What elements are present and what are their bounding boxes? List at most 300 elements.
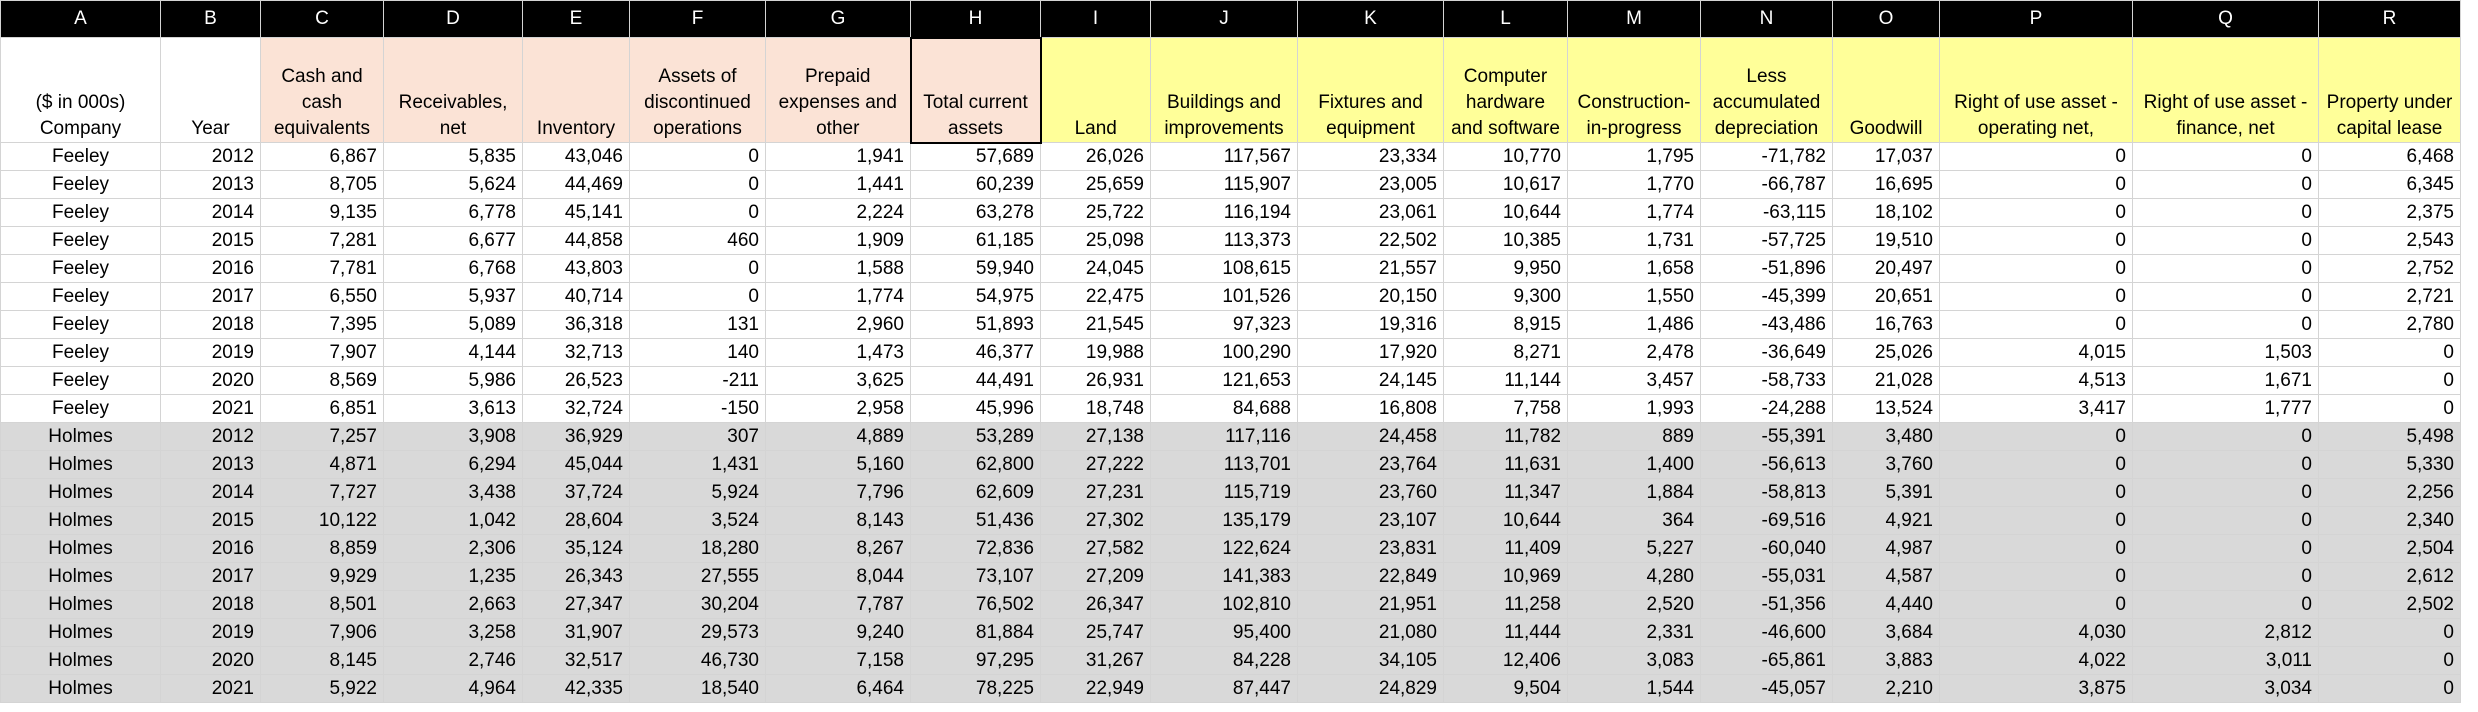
cell-d[interactable]: 3,908 [384,423,523,451]
cell-m[interactable]: 1,731 [1568,227,1701,255]
cell-h[interactable]: 72,836 [911,535,1041,563]
cell-e[interactable]: 44,858 [523,227,630,255]
cell-j[interactable]: 122,624 [1151,535,1298,563]
cell-e[interactable]: 40,714 [523,283,630,311]
cell-n[interactable]: -71,782 [1701,143,1833,171]
cell-q[interactable]: 0 [2133,479,2319,507]
column-letter-q[interactable]: Q [2133,1,2319,38]
company-cell[interactable]: Holmes [1,423,161,451]
cell-m[interactable]: 1,795 [1568,143,1701,171]
cell-m[interactable]: 1,550 [1568,283,1701,311]
cell-i[interactable]: 27,222 [1041,451,1151,479]
cell-m[interactable]: 1,658 [1568,255,1701,283]
year-cell[interactable]: 2020 [161,367,261,395]
cell-h[interactable]: 73,107 [911,563,1041,591]
cell-h[interactable]: 44,491 [911,367,1041,395]
cell-o[interactable]: 3,883 [1833,647,1940,675]
cell-k[interactable]: 21,080 [1298,619,1444,647]
year-cell[interactable]: 2015 [161,227,261,255]
cell-o[interactable]: 18,102 [1833,199,1940,227]
company-cell[interactable]: Holmes [1,647,161,675]
cell-n[interactable]: -58,733 [1701,367,1833,395]
cell-d[interactable]: 4,144 [384,339,523,367]
cell-q[interactable]: 1,671 [2133,367,2319,395]
cell-q[interactable]: 0 [2133,227,2319,255]
cell-m[interactable]: 4,280 [1568,563,1701,591]
cell-i[interactable]: 19,988 [1041,339,1151,367]
cell-m[interactable]: 1,400 [1568,451,1701,479]
cell-q[interactable]: 1,777 [2133,395,2319,423]
cell-r[interactable]: 6,345 [2319,171,2461,199]
cell-n[interactable]: -55,391 [1701,423,1833,451]
header-cell-c[interactable]: Cash and cash equivalents [261,38,384,143]
cell-h[interactable]: 61,185 [911,227,1041,255]
cell-q[interactable]: 0 [2133,283,2319,311]
cell-n[interactable]: -57,725 [1701,227,1833,255]
cell-o[interactable]: 3,480 [1833,423,1940,451]
cell-p[interactable]: 0 [1940,507,2133,535]
cell-l[interactable]: 10,617 [1444,171,1568,199]
cell-e[interactable]: 45,044 [523,451,630,479]
company-cell[interactable]: Holmes [1,535,161,563]
cell-l[interactable]: 8,915 [1444,311,1568,339]
company-cell[interactable]: Holmes [1,451,161,479]
cell-j[interactable]: 115,907 [1151,171,1298,199]
column-letter-p[interactable]: P [1940,1,2133,38]
cell-g[interactable]: 9,240 [766,619,911,647]
header-cell-m[interactable]: Construction-in-progress [1568,38,1701,143]
cell-h[interactable]: 97,295 [911,647,1041,675]
cell-h[interactable]: 46,377 [911,339,1041,367]
header-cell-q[interactable]: Right of use asset - finance, net [2133,38,2319,143]
cell-f[interactable]: 29,573 [630,619,766,647]
cell-j[interactable]: 115,719 [1151,479,1298,507]
cell-o[interactable]: 16,763 [1833,311,1940,339]
cell-g[interactable]: 7,796 [766,479,911,507]
cell-c[interactable]: 6,851 [261,395,384,423]
cell-d[interactable]: 3,258 [384,619,523,647]
cell-c[interactable]: 7,257 [261,423,384,451]
column-letter-k[interactable]: K [1298,1,1444,38]
cell-f[interactable]: 0 [630,283,766,311]
cell-k[interactable]: 22,849 [1298,563,1444,591]
year-cell[interactable]: 2014 [161,479,261,507]
cell-n[interactable]: -60,040 [1701,535,1833,563]
year-cell[interactable]: 2013 [161,451,261,479]
cell-e[interactable]: 43,046 [523,143,630,171]
cell-g[interactable]: 1,774 [766,283,911,311]
cell-l[interactable]: 12,406 [1444,647,1568,675]
cell-r[interactable]: 2,612 [2319,563,2461,591]
cell-m[interactable]: 889 [1568,423,1701,451]
cell-q[interactable]: 3,011 [2133,647,2319,675]
cell-n[interactable]: -46,600 [1701,619,1833,647]
cell-f[interactable]: 140 [630,339,766,367]
cell-r[interactable]: 0 [2319,647,2461,675]
cell-p[interactable]: 0 [1940,423,2133,451]
header-cell-k[interactable]: Fixtures and equipment [1298,38,1444,143]
cell-q[interactable]: 0 [2133,507,2319,535]
cell-r[interactable]: 2,752 [2319,255,2461,283]
cell-n[interactable]: -65,861 [1701,647,1833,675]
cell-j[interactable]: 84,228 [1151,647,1298,675]
cell-h[interactable]: 63,278 [911,199,1041,227]
cell-l[interactable]: 11,409 [1444,535,1568,563]
year-cell[interactable]: 2016 [161,535,261,563]
cell-k[interactable]: 22,502 [1298,227,1444,255]
cell-m[interactable]: 3,083 [1568,647,1701,675]
year-cell[interactable]: 2019 [161,619,261,647]
cell-i[interactable]: 25,659 [1041,171,1151,199]
cell-c[interactable]: 7,395 [261,311,384,339]
cell-o[interactable]: 5,391 [1833,479,1940,507]
cell-l[interactable]: 8,271 [1444,339,1568,367]
cell-p[interactable]: 0 [1940,199,2133,227]
company-cell[interactable]: Holmes [1,479,161,507]
cell-f[interactable]: 27,555 [630,563,766,591]
column-letter-l[interactable]: L [1444,1,1568,38]
cell-c[interactable]: 7,906 [261,619,384,647]
cell-f[interactable]: -211 [630,367,766,395]
column-letter-f[interactable]: F [630,1,766,38]
cell-q[interactable]: 0 [2133,451,2319,479]
cell-q[interactable]: 3,034 [2133,675,2319,703]
company-cell[interactable]: Feeley [1,395,161,423]
cell-g[interactable]: 6,464 [766,675,911,703]
cell-j[interactable]: 108,615 [1151,255,1298,283]
cell-o[interactable]: 4,587 [1833,563,1940,591]
header-cell-n[interactable]: Less accumulated depreciation [1701,38,1833,143]
cell-k[interactable]: 21,557 [1298,255,1444,283]
cell-i[interactable]: 22,949 [1041,675,1151,703]
cell-d[interactable]: 3,438 [384,479,523,507]
column-letter-o[interactable]: O [1833,1,1940,38]
cell-r[interactable]: 2,256 [2319,479,2461,507]
cell-o[interactable]: 3,684 [1833,619,1940,647]
cell-j[interactable]: 117,116 [1151,423,1298,451]
company-cell[interactable]: Holmes [1,563,161,591]
cell-g[interactable]: 5,160 [766,451,911,479]
cell-d[interactable]: 6,768 [384,255,523,283]
cell-h[interactable]: 53,289 [911,423,1041,451]
cell-k[interactable]: 21,951 [1298,591,1444,619]
year-cell[interactable]: 2018 [161,591,261,619]
cell-d[interactable]: 5,986 [384,367,523,395]
column-letter-n[interactable]: N [1701,1,1833,38]
cell-d[interactable]: 6,677 [384,227,523,255]
cell-l[interactable]: 9,504 [1444,675,1568,703]
cell-i[interactable]: 26,347 [1041,591,1151,619]
cell-c[interactable]: 7,781 [261,255,384,283]
cell-m[interactable]: 1,770 [1568,171,1701,199]
cell-h[interactable]: 76,502 [911,591,1041,619]
cell-h[interactable]: 81,884 [911,619,1041,647]
cell-m[interactable]: 5,227 [1568,535,1701,563]
cell-q[interactable]: 0 [2133,143,2319,171]
cell-c[interactable]: 8,859 [261,535,384,563]
cell-m[interactable]: 1,993 [1568,395,1701,423]
cell-l[interactable]: 9,950 [1444,255,1568,283]
cell-m[interactable]: 2,520 [1568,591,1701,619]
cell-i[interactable]: 24,045 [1041,255,1151,283]
header-cell-e[interactable]: Inventory [523,38,630,143]
cell-f[interactable]: 307 [630,423,766,451]
header-cell-j[interactable]: Buildings and improvements [1151,38,1298,143]
cell-k[interactable]: 23,831 [1298,535,1444,563]
company-cell[interactable]: Feeley [1,283,161,311]
cell-k[interactable]: 24,829 [1298,675,1444,703]
cell-c[interactable]: 8,145 [261,647,384,675]
cell-e[interactable]: 32,724 [523,395,630,423]
column-letter-c[interactable]: C [261,1,384,38]
company-cell[interactable]: Holmes [1,675,161,703]
year-cell[interactable]: 2017 [161,283,261,311]
cell-l[interactable]: 11,347 [1444,479,1568,507]
cell-k[interactable]: 24,458 [1298,423,1444,451]
cell-f[interactable]: 1,431 [630,451,766,479]
cell-k[interactable]: 23,005 [1298,171,1444,199]
year-cell[interactable]: 2018 [161,311,261,339]
cell-h[interactable]: 62,609 [911,479,1041,507]
cell-f[interactable]: 0 [630,199,766,227]
header-cell-a[interactable]: ($ in 000s) Company [1,38,161,143]
cell-c[interactable]: 9,135 [261,199,384,227]
year-cell[interactable]: 2020 [161,647,261,675]
column-letter-h[interactable]: H [911,1,1041,38]
cell-e[interactable]: 45,141 [523,199,630,227]
cell-n[interactable]: -45,057 [1701,675,1833,703]
cell-e[interactable]: 36,929 [523,423,630,451]
cell-p[interactable]: 0 [1940,451,2133,479]
cell-n[interactable]: -63,115 [1701,199,1833,227]
header-cell-o[interactable]: Goodwill [1833,38,1940,143]
cell-m[interactable]: 3,457 [1568,367,1701,395]
cell-i[interactable]: 26,026 [1041,143,1151,171]
cell-l[interactable]: 7,758 [1444,395,1568,423]
cell-d[interactable]: 1,235 [384,563,523,591]
cell-r[interactable]: 0 [2319,339,2461,367]
cell-j[interactable]: 95,400 [1151,619,1298,647]
cell-j[interactable]: 135,179 [1151,507,1298,535]
cell-j[interactable]: 102,810 [1151,591,1298,619]
cell-m[interactable]: 1,774 [1568,199,1701,227]
cell-g[interactable]: 1,941 [766,143,911,171]
cell-m[interactable]: 2,478 [1568,339,1701,367]
cell-d[interactable]: 5,089 [384,311,523,339]
cell-f[interactable]: 18,280 [630,535,766,563]
cell-o[interactable]: 13,524 [1833,395,1940,423]
cell-r[interactable]: 0 [2319,367,2461,395]
cell-d[interactable]: 5,835 [384,143,523,171]
cell-e[interactable]: 28,604 [523,507,630,535]
cell-r[interactable]: 2,502 [2319,591,2461,619]
cell-c[interactable]: 4,871 [261,451,384,479]
cell-r[interactable]: 6,468 [2319,143,2461,171]
column-letter-r[interactable]: R [2319,1,2461,38]
cell-j[interactable]: 117,567 [1151,143,1298,171]
header-cell-r[interactable]: Property under capital lease [2319,38,2461,143]
cell-q[interactable]: 2,812 [2133,619,2319,647]
cell-p[interactable]: 0 [1940,311,2133,339]
cell-f[interactable]: 30,204 [630,591,766,619]
cell-q[interactable]: 0 [2133,535,2319,563]
cell-p[interactable]: 4,022 [1940,647,2133,675]
column-letter-j[interactable]: J [1151,1,1298,38]
cell-c[interactable]: 10,122 [261,507,384,535]
cell-r[interactable]: 2,543 [2319,227,2461,255]
cell-j[interactable]: 113,373 [1151,227,1298,255]
year-cell[interactable]: 2015 [161,507,261,535]
cell-e[interactable]: 32,517 [523,647,630,675]
cell-i[interactable]: 27,231 [1041,479,1151,507]
cell-q[interactable]: 0 [2133,199,2319,227]
cell-q[interactable]: 0 [2133,423,2319,451]
cell-g[interactable]: 1,441 [766,171,911,199]
cell-d[interactable]: 1,042 [384,507,523,535]
cell-g[interactable]: 8,143 [766,507,911,535]
cell-j[interactable]: 84,688 [1151,395,1298,423]
cell-p[interactable]: 0 [1940,591,2133,619]
cell-k[interactable]: 23,061 [1298,199,1444,227]
column-letter-i[interactable]: I [1041,1,1151,38]
cell-c[interactable]: 8,501 [261,591,384,619]
cell-k[interactable]: 23,334 [1298,143,1444,171]
cell-l[interactable]: 11,631 [1444,451,1568,479]
column-letter-e[interactable]: E [523,1,630,38]
cell-g[interactable]: 1,909 [766,227,911,255]
cell-c[interactable]: 7,281 [261,227,384,255]
cell-o[interactable]: 16,695 [1833,171,1940,199]
header-cell-i[interactable]: Land [1041,38,1151,143]
cell-h[interactable]: 62,800 [911,451,1041,479]
cell-c[interactable]: 6,550 [261,283,384,311]
cell-p[interactable]: 0 [1940,227,2133,255]
cell-p[interactable]: 4,030 [1940,619,2133,647]
cell-n[interactable]: -45,399 [1701,283,1833,311]
year-cell[interactable]: 2019 [161,339,261,367]
cell-i[interactable]: 27,209 [1041,563,1151,591]
cell-h[interactable]: 60,239 [911,171,1041,199]
cell-i[interactable]: 25,722 [1041,199,1151,227]
cell-l[interactable]: 9,300 [1444,283,1568,311]
cell-h[interactable]: 51,436 [911,507,1041,535]
cell-c[interactable]: 8,569 [261,367,384,395]
cell-i[interactable]: 27,302 [1041,507,1151,535]
cell-g[interactable]: 7,158 [766,647,911,675]
cell-h[interactable]: 57,689 [911,143,1041,171]
cell-j[interactable]: 87,447 [1151,675,1298,703]
cell-p[interactable]: 3,875 [1940,675,2133,703]
cell-f[interactable]: 5,924 [630,479,766,507]
cell-l[interactable]: 11,444 [1444,619,1568,647]
year-cell[interactable]: 2013 [161,171,261,199]
cell-m[interactable]: 1,884 [1568,479,1701,507]
cell-d[interactable]: 3,613 [384,395,523,423]
cell-p[interactable]: 0 [1940,479,2133,507]
company-cell[interactable]: Holmes [1,619,161,647]
column-letter-m[interactable]: M [1568,1,1701,38]
header-cell-f[interactable]: Assets of discontinued operations [630,38,766,143]
cell-e[interactable]: 36,318 [523,311,630,339]
cell-o[interactable]: 3,760 [1833,451,1940,479]
cell-d[interactable]: 6,294 [384,451,523,479]
cell-n[interactable]: -66,787 [1701,171,1833,199]
cell-r[interactable]: 2,780 [2319,311,2461,339]
cell-g[interactable]: 2,224 [766,199,911,227]
cell-q[interactable]: 0 [2133,255,2319,283]
cell-d[interactable]: 6,778 [384,199,523,227]
cell-o[interactable]: 21,028 [1833,367,1940,395]
cell-n[interactable]: -55,031 [1701,563,1833,591]
cell-q[interactable]: 0 [2133,591,2319,619]
cell-l[interactable]: 10,644 [1444,507,1568,535]
cell-h[interactable]: 51,893 [911,311,1041,339]
cell-j[interactable]: 121,653 [1151,367,1298,395]
cell-c[interactable]: 7,727 [261,479,384,507]
cell-o[interactable]: 4,921 [1833,507,1940,535]
cell-l[interactable]: 11,258 [1444,591,1568,619]
cell-n[interactable]: -51,896 [1701,255,1833,283]
cell-c[interactable]: 9,929 [261,563,384,591]
company-cell[interactable]: Holmes [1,591,161,619]
cell-j[interactable]: 101,526 [1151,283,1298,311]
cell-n[interactable]: -24,288 [1701,395,1833,423]
cell-g[interactable]: 3,625 [766,367,911,395]
cell-r[interactable]: 5,498 [2319,423,2461,451]
column-letter-d[interactable]: D [384,1,523,38]
cell-l[interactable]: 10,969 [1444,563,1568,591]
cell-q[interactable]: 0 [2133,311,2319,339]
cell-e[interactable]: 26,523 [523,367,630,395]
cell-r[interactable]: 5,330 [2319,451,2461,479]
cell-c[interactable]: 8,705 [261,171,384,199]
company-cell[interactable]: Holmes [1,507,161,535]
cell-p[interactable]: 0 [1940,143,2133,171]
cell-j[interactable]: 116,194 [1151,199,1298,227]
cell-o[interactable]: 20,651 [1833,283,1940,311]
company-cell[interactable]: Feeley [1,255,161,283]
cell-i[interactable]: 25,747 [1041,619,1151,647]
company-cell[interactable]: Feeley [1,199,161,227]
cell-d[interactable]: 5,624 [384,171,523,199]
header-cell-h[interactable]: Total current assets [911,38,1041,143]
cell-f[interactable]: 0 [630,255,766,283]
cell-g[interactable]: 8,044 [766,563,911,591]
cell-k[interactable]: 20,150 [1298,283,1444,311]
cell-r[interactable]: 0 [2319,675,2461,703]
cell-c[interactable]: 5,922 [261,675,384,703]
column-letter-b[interactable]: B [161,1,261,38]
year-cell[interactable]: 2016 [161,255,261,283]
cell-l[interactable]: 11,144 [1444,367,1568,395]
cell-e[interactable]: 44,469 [523,171,630,199]
cell-o[interactable]: 2,210 [1833,675,1940,703]
cell-n[interactable]: -56,613 [1701,451,1833,479]
cell-h[interactable]: 45,996 [911,395,1041,423]
cell-l[interactable]: 11,782 [1444,423,1568,451]
cell-f[interactable]: 460 [630,227,766,255]
column-letter-a[interactable]: A [1,1,161,38]
cell-p[interactable]: 0 [1940,255,2133,283]
cell-d[interactable]: 4,964 [384,675,523,703]
cell-e[interactable]: 32,713 [523,339,630,367]
cell-m[interactable]: 1,486 [1568,311,1701,339]
cell-g[interactable]: 4,889 [766,423,911,451]
header-cell-b[interactable]: Year [161,38,261,143]
header-cell-d[interactable]: Receivables, net [384,38,523,143]
cell-f[interactable]: 131 [630,311,766,339]
cell-j[interactable]: 113,701 [1151,451,1298,479]
